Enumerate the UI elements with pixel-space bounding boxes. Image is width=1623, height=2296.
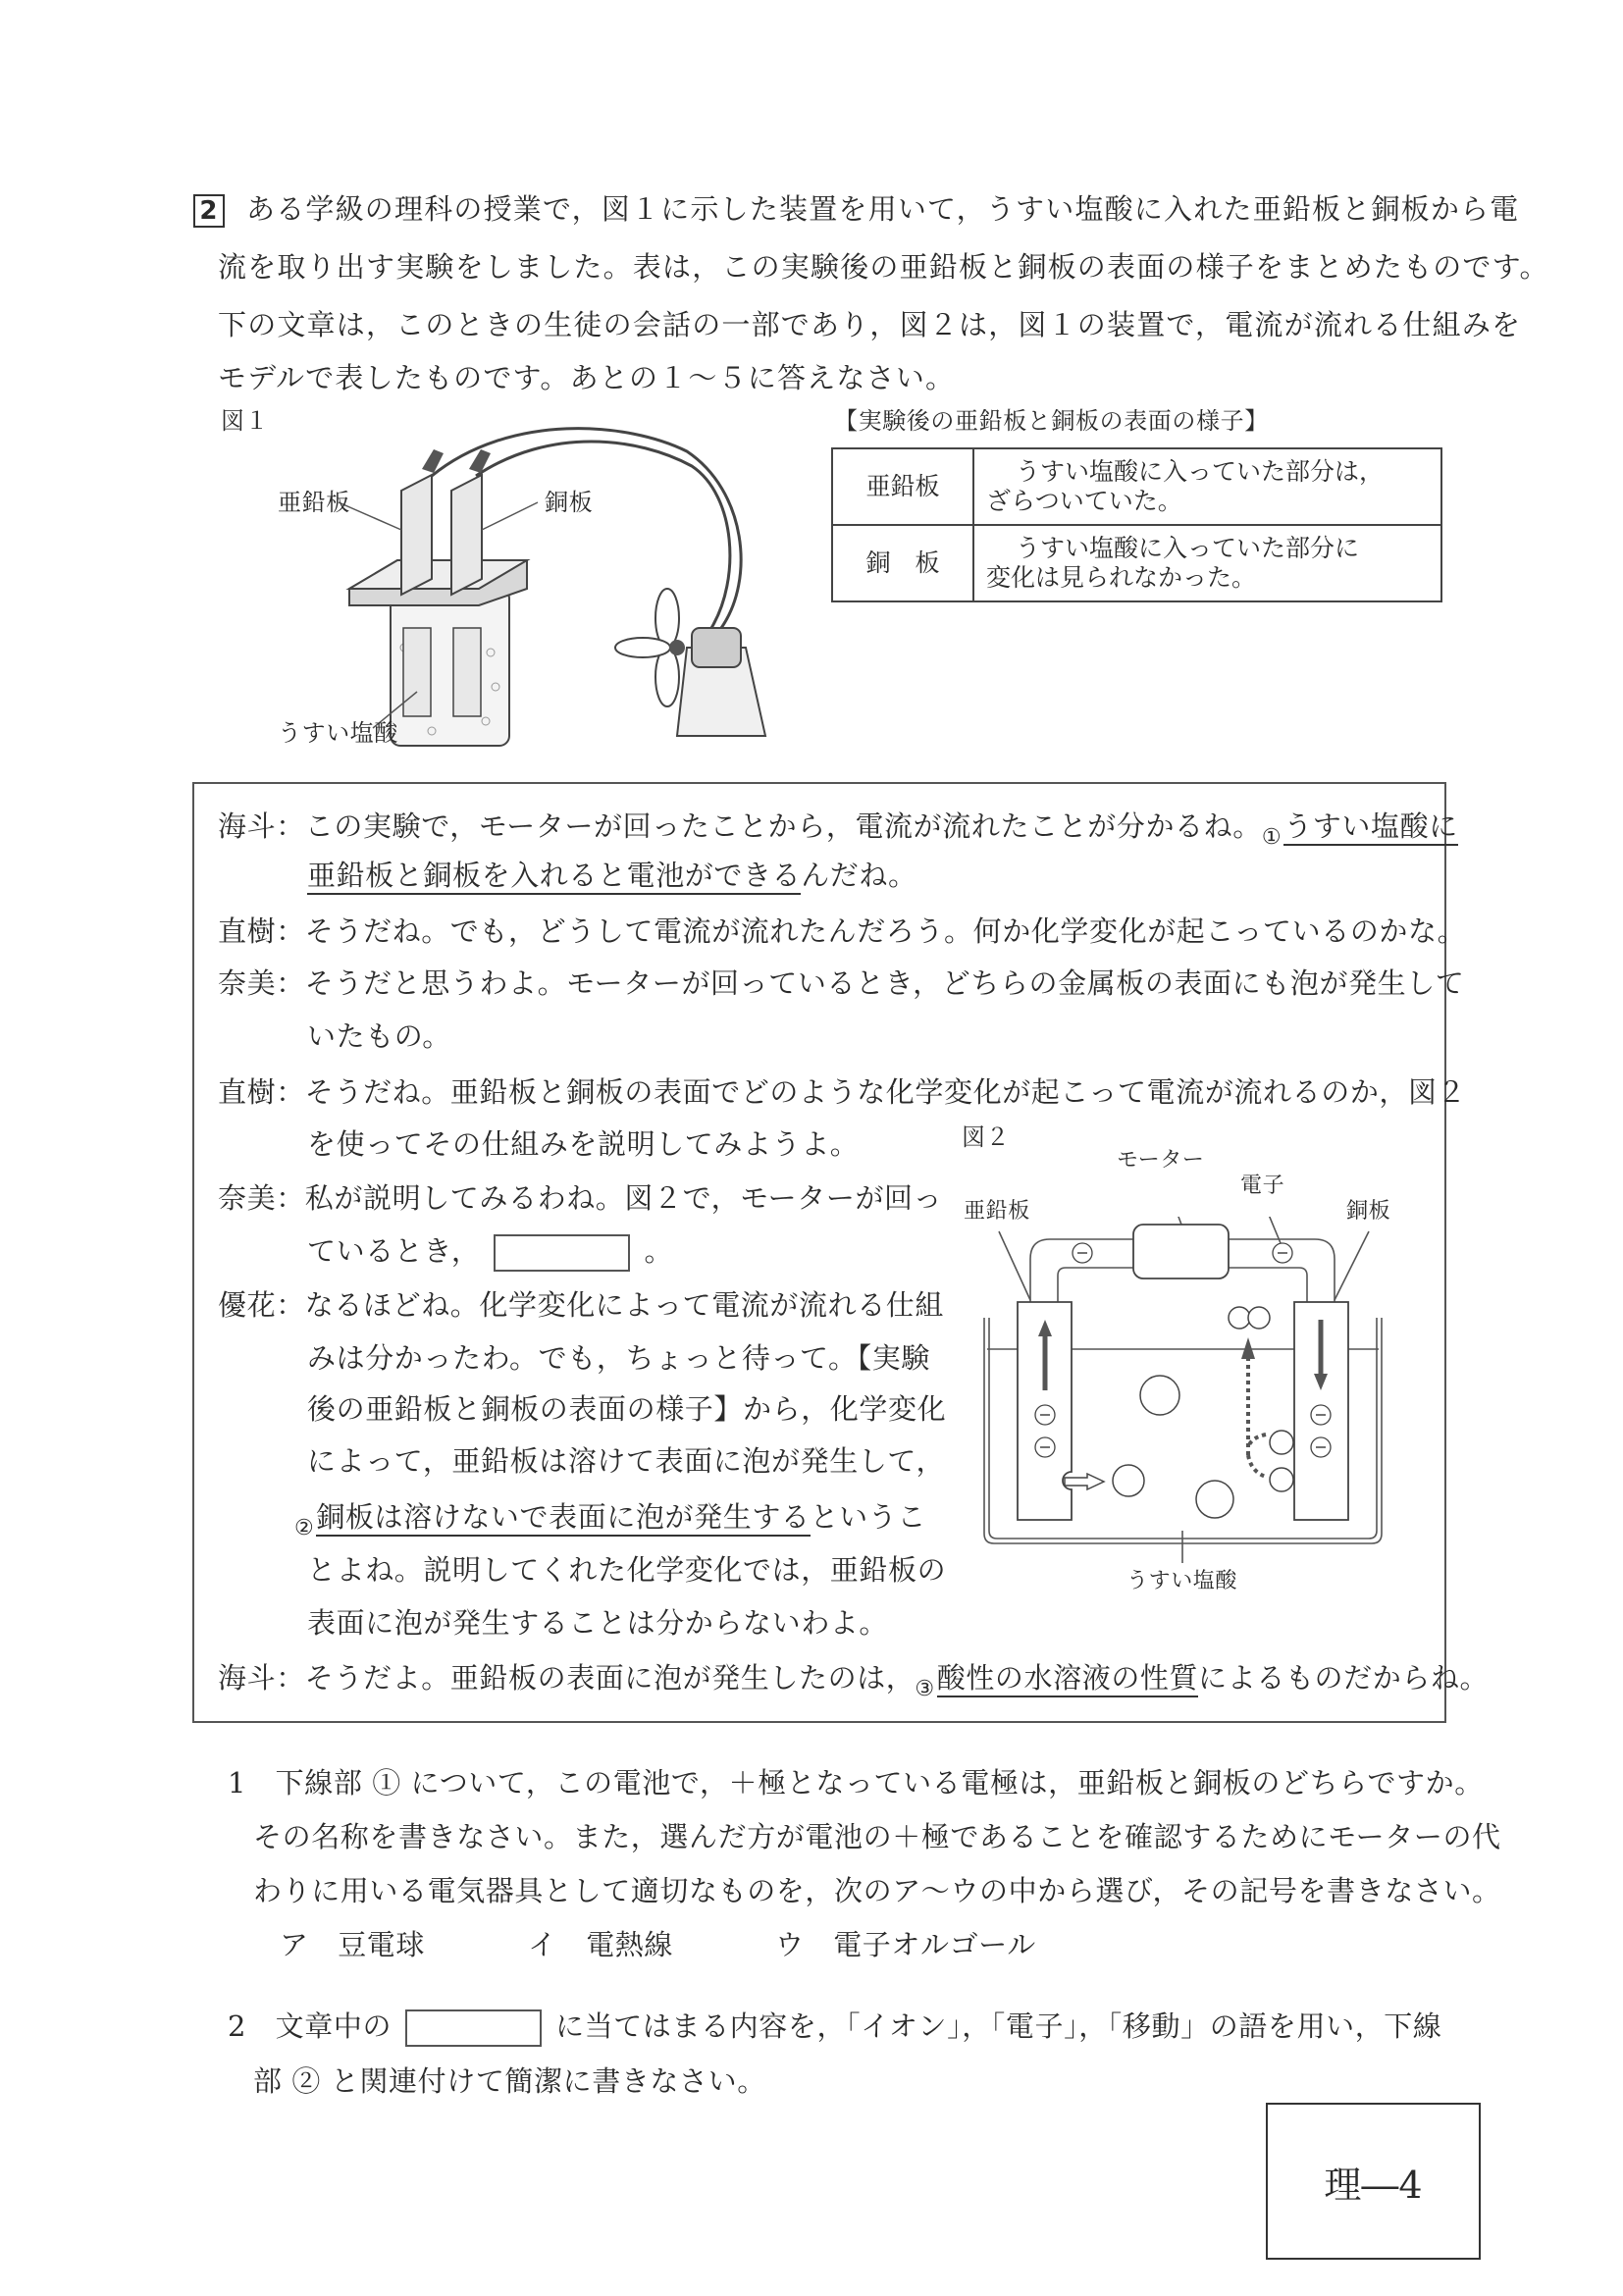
question-1-line-3: わりに用いる電気器具として適切なものを，次のア～ウの中から選び，その記号を書きなさい。 [253, 1874, 1501, 1907]
figure1-apparatus [255, 422, 785, 756]
table-cell-metal: 亜鉛板 [832, 448, 973, 525]
underlined-text-3: 酸性の水溶液の性質 [937, 1661, 1198, 1697]
dialogue-text: ているとき， [307, 1234, 481, 1268]
underline-marker-2: ② [294, 1516, 315, 1540]
table-row [832, 525, 1441, 601]
figure1-copper-label: 銅板 [545, 489, 594, 516]
table-cell-observation [973, 448, 1441, 525]
question-2-line-1 [228, 2009, 1442, 2047]
figure2-diagram [971, 1217, 1393, 1570]
intro-text: ある学級の理科の授業で，図１に示した装置を用いて，うすい塩酸に入れた亜鉛板と銅板から電 [246, 192, 1520, 226]
intro-line-3: 下の文章は，このときの生徒の会話の一部であり，図２は，図１の装置で，電流が流れる仕組みを [218, 308, 1522, 341]
question-text: 2 文章中の [228, 2009, 393, 2043]
question-number-box: 2 [193, 194, 225, 228]
observation-table [831, 447, 1442, 602]
figure1-zinc-label: 亜鉛板 [278, 489, 350, 516]
dialogue-line: によって，亜鉛板は溶けて表面に泡が発生して， [307, 1444, 946, 1478]
observation-line: うすい塩酸に入っていた部分に [1016, 534, 1360, 562]
question-2-line-2: 部 ② と関連付けて簡潔に書きなさい。 [253, 2064, 766, 2098]
page-label: 理―4 [1266, 2103, 1481, 2260]
dialogue-line [218, 1661, 1490, 1701]
figure2-model [971, 1217, 1393, 1570]
figure2-electron-label: 電子 [1240, 1174, 1285, 1198]
dialogue-text: 海斗：そうだよ。亜鉛板の表面に泡が発生したのは， [218, 1661, 916, 1695]
dialogue-line [307, 859, 917, 892]
underline-marker-3: ③ [915, 1677, 935, 1701]
dialogue-text: んだね。 [801, 859, 917, 892]
dialogue-text: によるものだからね。 [1198, 1661, 1490, 1695]
dialogue-line: 後の亜鉛板と銅板の表面の様子】から，化学変化 [307, 1392, 947, 1426]
dialogue-line: 奈美：そうだと思うわよ。モーターが回っているとき，どちらの金属板の表面にも泡が発生して [218, 966, 1465, 1000]
table-cell-metal: 銅 板 [832, 525, 973, 601]
intro-line-4: モデルで表したものです。あとの１～５に答えなさい。 [218, 361, 956, 394]
dialogue-line: 表面に泡が発生することは分からないわよ。 [307, 1606, 889, 1640]
observation-line: ざらついていた。 [986, 487, 1182, 515]
option-i: イ 電熱線 [528, 1928, 674, 1961]
underlined-text-2: 銅板は溶けないで表面に泡が発生する [316, 1500, 810, 1537]
answer-blank [494, 1234, 630, 1272]
dialogue-line: 奈美：私が説明してみるわね。図２で，モーターが回っ [218, 1181, 943, 1215]
dialogue-line: 優花：なるほどね。化学変化によって電流が流れる仕組 [218, 1288, 945, 1322]
answer-blank [405, 2009, 542, 2047]
dialogue-text: 海斗：この実験で，モーターが回ったことから，電流が流れたことが分かるね。 [218, 809, 1262, 843]
table-cell-observation [973, 525, 1441, 601]
observation-line: 変化は見られなかった。 [986, 563, 1257, 592]
dialogue-text: 。 [644, 1234, 674, 1268]
observation-line: うすい塩酸に入っていた部分は， [1016, 457, 1385, 486]
figure1-acid-label: うすい塩酸 [278, 719, 398, 747]
dialogue-line: を使ってその仕組みを説明してみようよ。 [307, 1127, 860, 1161]
option-a: ア 豆電球 [280, 1928, 426, 1961]
motor-box [1133, 1225, 1229, 1278]
dialogue-text: というこ [810, 1500, 926, 1534]
dialogue-line: 直樹：そうだね。でも，どうして電流が流れたんだろう。何か化学変化が起こっているのかな。 [218, 914, 1467, 948]
underline-marker-1: ① [1261, 825, 1283, 850]
question-1-line-1: 1 下線部 ① について，この電池で，＋極となっている電極は，亜鉛板と銅板のどちらですか。 [228, 1766, 1484, 1800]
intro-line-1 [193, 192, 1519, 228]
dialogue-line: とよね。説明してくれた化学変化では，亜鉛板の [307, 1553, 947, 1587]
option-u: ウ 電子オルゴール [775, 1928, 1036, 1961]
underlined-text-1: 亜鉛板と銅板を入れると電池ができる [307, 859, 801, 895]
dialogue-line [307, 1234, 673, 1272]
dialogue-line: 直樹：そうだね。亜鉛板と銅板の表面でどのような化学変化が起こって電流が流れるのか，図２ [218, 1075, 1467, 1109]
dialogue-line [294, 1500, 926, 1538]
figure2-label: 図２ [962, 1123, 1011, 1151]
dialogue-line: いたもの。 [307, 1019, 451, 1053]
table-row [832, 448, 1441, 525]
question-text: に当てはまる内容を，「イオン」，「電子」，「移動」の語を用い，下線 [555, 2009, 1442, 2043]
figure1-label: 図１ [221, 407, 270, 435]
figure2-motor-label: モーター [1117, 1148, 1205, 1173]
dialogue-line: みは分かったわ。でも，ちょっと待って。【実験 [307, 1341, 930, 1375]
figure2-zinc-label: 亜鉛板 [964, 1199, 1030, 1224]
table-title: 【実験後の亜鉛板と銅板の表面の様子】 [834, 407, 1269, 435]
figure2-copper-label: 銅板 [1346, 1199, 1391, 1224]
question-1-line-2: その名称を書きなさい。また，選んだ方が電池の＋極であることを確認するためにモーターの代 [253, 1820, 1501, 1853]
underlined-text-1: うすい塩酸に [1283, 809, 1458, 846]
intro-line-2: 流を取り出す実験をしました。表は，この実験後の亜鉛板と銅板の表面の様子をまとめたものです。 [218, 250, 1549, 284]
figure2-acid-label: うすい塩酸 [1126, 1569, 1238, 1593]
dialogue-line [218, 809, 1458, 850]
figure1-illustration [255, 422, 785, 756]
